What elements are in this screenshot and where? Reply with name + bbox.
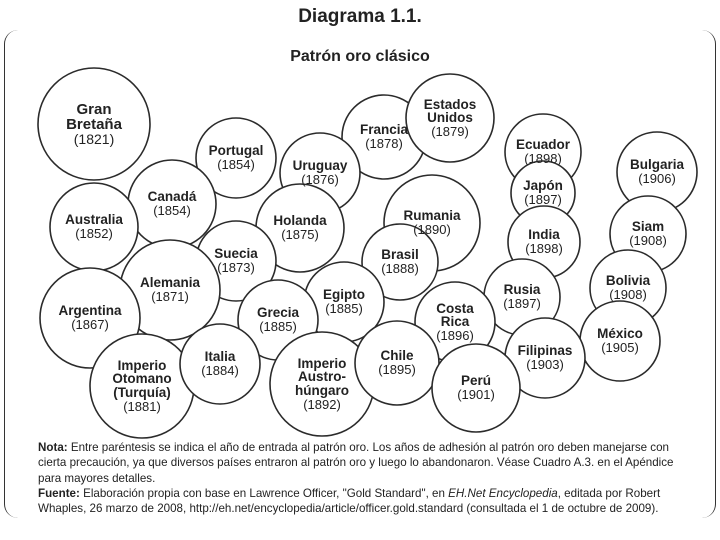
adoption-year: (1852) xyxy=(75,226,113,242)
country-name: Gran xyxy=(76,100,112,118)
country-name: Otomano xyxy=(112,371,172,387)
country-name: Bolivia xyxy=(605,273,651,289)
adoption-year: (1908) xyxy=(629,233,667,249)
fuente-text-2: , editada por Robert Whaples, 26 marzo de 2008, http://eh.net/encyclopedia/article/officer.gold.standard (consultada el 1 de octubre de 2009). xyxy=(38,486,661,516)
adoption-year: (1903) xyxy=(526,357,564,373)
country-name: Portugal xyxy=(208,143,264,159)
adoption-year: (1885) xyxy=(259,319,297,335)
country-name: Uruguay xyxy=(292,158,348,174)
adoption-year: (1897) xyxy=(503,296,541,312)
country-name: Egipto xyxy=(323,287,365,303)
adoption-year: (1854) xyxy=(153,203,191,219)
adoption-year: (1876) xyxy=(301,172,339,188)
country-name: India xyxy=(528,227,560,243)
country-name: Filipinas xyxy=(517,343,573,359)
adoption-year: (1898) xyxy=(525,241,563,257)
diagram-title: Patrón oro clásico xyxy=(290,48,430,65)
adoption-year: (1875) xyxy=(281,227,319,243)
adoption-year: (1885) xyxy=(325,301,363,317)
nota-paragraph xyxy=(38,440,698,486)
country-name: Rica xyxy=(440,314,470,330)
bubble-label-imperio-otomano-turquia xyxy=(90,334,194,438)
country-name: Imperio xyxy=(297,355,347,371)
country-name: Brasil xyxy=(381,247,419,263)
country-name: Francia xyxy=(359,122,409,138)
country-name: Australia xyxy=(65,212,123,228)
country-name: Bretaña xyxy=(66,115,122,133)
adoption-year: (1879) xyxy=(431,124,469,140)
adoption-year: (1888) xyxy=(381,261,419,277)
country-name: Alemania xyxy=(139,275,201,291)
adoption-year: (1908) xyxy=(609,287,647,303)
adoption-year: (1897) xyxy=(524,192,562,208)
adoption-year: (1892) xyxy=(303,397,341,413)
diagram-number: Diagrama 1.1. xyxy=(298,6,422,27)
fuente-label: Fuente: xyxy=(38,486,80,500)
bubble-label-mexico xyxy=(580,301,660,381)
country-name: Argentina xyxy=(58,303,122,319)
adoption-year: (1878) xyxy=(365,136,403,152)
country-name: Perú xyxy=(460,373,491,389)
country-name: Rumania xyxy=(403,208,461,224)
country-name: Rusia xyxy=(503,282,541,298)
country-name: húngaro xyxy=(295,383,349,399)
country-name: Chile xyxy=(380,348,414,364)
adoption-year: (1854) xyxy=(217,157,255,173)
adoption-year: (1881) xyxy=(123,399,161,415)
adoption-year: (1895) xyxy=(378,362,416,378)
country-name: (Turquía) xyxy=(113,385,171,401)
adoption-year: (1821) xyxy=(73,131,115,148)
adoption-year: (1905) xyxy=(601,340,639,356)
country-name: Holanda xyxy=(273,213,327,229)
nota-label: Nota: xyxy=(38,441,68,454)
notes-block xyxy=(38,440,698,516)
bubble-label-italia xyxy=(180,324,260,404)
fuente-text-1: Elaboración propia con base en Lawrence Officer, "Gold Standard", en xyxy=(79,486,449,500)
country-name: Imperio xyxy=(117,357,167,373)
nota-text: Entre paréntesis se indica el año de entrada al patrón oro. Los años de adhesión al patrón oro deben manejarse con cierta precaución, ya que diversos países entraron al patrón oro y luego lo abandonaron. Véase Cuadro A.3. en el Apéndice para mayores detalles. xyxy=(38,441,674,485)
country-name: México xyxy=(597,326,643,342)
adoption-year: (1873) xyxy=(217,260,255,276)
country-name: Costa xyxy=(436,300,474,316)
country-name: Italia xyxy=(204,349,236,365)
country-name: Austro- xyxy=(298,369,346,385)
country-name: Bulgaria xyxy=(629,157,684,173)
country-name: Grecia xyxy=(256,305,300,321)
adoption-year: (1884) xyxy=(201,363,239,379)
adoption-year: (1867) xyxy=(71,317,109,333)
adoption-year: (1890) xyxy=(413,222,451,238)
country-name: Japón xyxy=(523,178,563,194)
bubble-label-chile xyxy=(355,321,439,405)
country-name: Canadá xyxy=(147,189,197,205)
bubble-label-peru xyxy=(432,344,520,432)
country-name: Suecia xyxy=(214,246,258,262)
country-name: Estados xyxy=(423,96,477,112)
fuente-paragraph xyxy=(38,486,698,517)
fuente-source: EH.Net Encyclopedia xyxy=(448,486,558,500)
adoption-year: (1896) xyxy=(436,328,474,344)
country-name: Ecuador xyxy=(515,137,570,153)
country-name: Siam xyxy=(631,219,665,235)
adoption-year: (1871) xyxy=(151,289,189,305)
bubble-label-estados-unidos xyxy=(406,74,494,162)
adoption-year: (1901) xyxy=(457,387,495,403)
adoption-year: (1898) xyxy=(524,151,562,167)
country-name: Unidos xyxy=(427,110,473,126)
adoption-year: (1906) xyxy=(638,171,676,187)
